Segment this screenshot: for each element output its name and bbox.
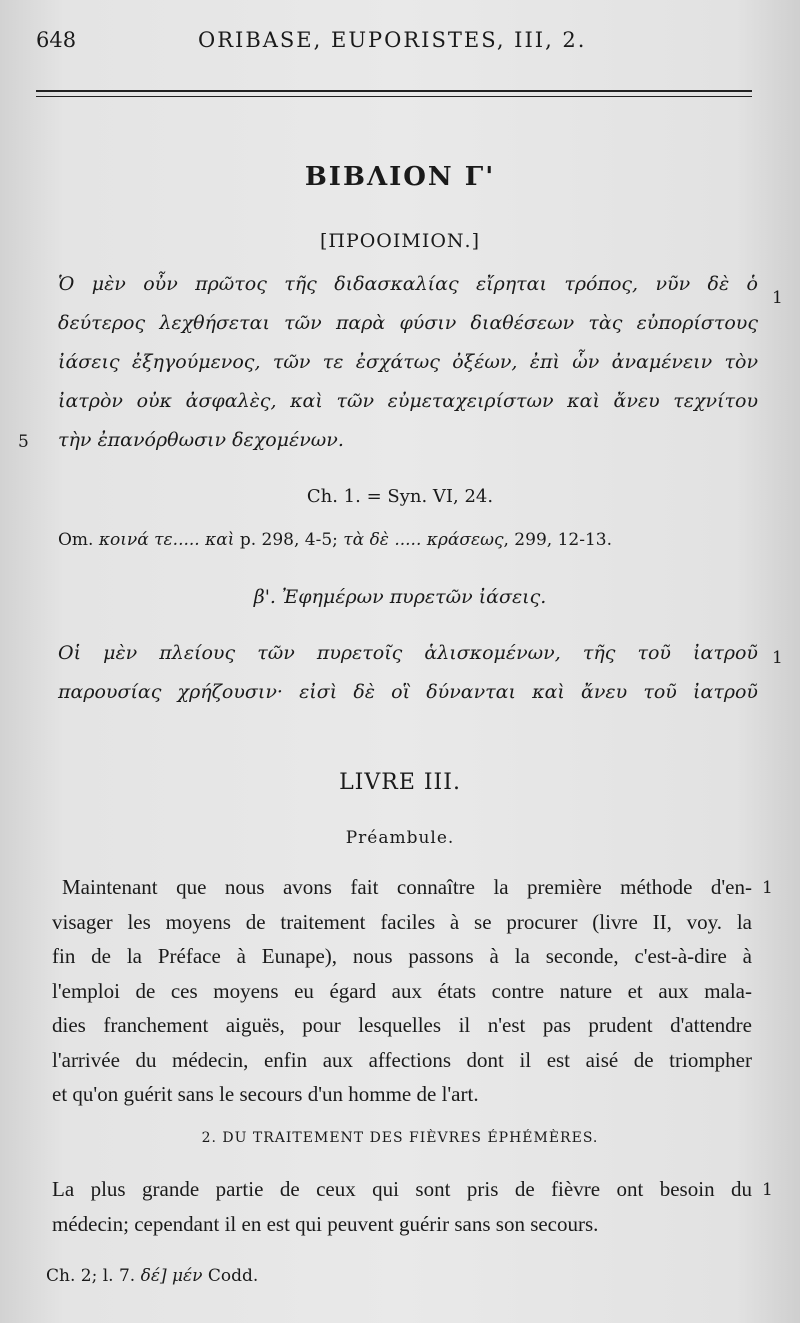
- prooimion-heading: [ΠΡΟΟΙΜΙΟΝ.]: [319, 230, 481, 252]
- french-preamble-line: Maintenant que nous avons fait connaître la première méthode d'en-: [62, 875, 752, 899]
- page-header: [0, 26, 800, 58]
- greek-preface-line: ἰάσεις ἐξηγούμενος, τῶν τε ἐσχάτως ὀξέων, ἐπὶ ὧν ἀναμένειν τὸν: [58, 351, 758, 373]
- greek-chapter-heading: β'. Ἐφημέρων πυρετῶν ἰάσεις.: [253, 586, 547, 608]
- french-preamble-line: l'arrivée du médecin, enfin aux affections dont il est aisé de triompher: [52, 1047, 752, 1072]
- omission-prefix: Om.: [58, 530, 94, 550]
- livre-heading: LIVRE III.: [339, 770, 461, 795]
- header-rule-thin: [36, 96, 752, 97]
- footnote-source: Codd.: [207, 1266, 259, 1286]
- footnote: [46, 1266, 258, 1286]
- header-rule: [36, 90, 752, 92]
- omission-ref: , 299, 12-13.: [503, 530, 612, 550]
- french-preamble: [52, 870, 752, 1112]
- omission-greek: κοινά τε.....: [98, 530, 200, 550]
- french-chapter: [52, 1172, 752, 1241]
- running-head: ORIBASE, EUPORISTES, III, 2.: [198, 28, 587, 52]
- french-chapter-line: médecin; cependant il en est qui peuvent guérir sans son secours.: [52, 1211, 599, 1236]
- omission-greek: καὶ: [205, 530, 235, 550]
- section-heading: 2. DU TRAITEMENT DES FIÈVRES ÉPHÉMÈRES.: [201, 1130, 599, 1146]
- book-title: ΒΙΒΛΙΟΝ Γ': [304, 162, 496, 192]
- line-number: 5: [18, 432, 29, 452]
- greek-preface-line: τὴν ἐπανόρθωσιν δεχομένων.: [58, 429, 344, 451]
- greek-preface-line: δεύτερος λεχθήσεται τῶν παρὰ φύσιν διαθέσεων τὰς εὐπορίστους: [58, 312, 758, 334]
- french-chapter-line: La plus grande partie de ceux qui sont pris de fièvre ont besoin du: [52, 1177, 752, 1201]
- greek-preface: [58, 265, 758, 460]
- margin-number: 1: [762, 1180, 773, 1200]
- footnote-lemma: δέ]: [140, 1266, 167, 1286]
- chapter-reference: Ch. 1. = Syn. VI, 24.: [306, 486, 494, 507]
- french-preamble-line: l'emploi de ces moyens eu égard aux états contre nature et aux mala-: [52, 978, 752, 1003]
- margin-number: 1: [772, 288, 783, 308]
- french-preamble-line: dies franchement aiguës, pour lesquelles il n'est pas prudent d'attendre: [52, 1013, 752, 1037]
- margin-number: 1: [772, 648, 783, 668]
- omission-ref: p. 298, 4-5;: [239, 530, 338, 550]
- french-preamble-line: et qu'on guérit sans le secours d'un homme de l'art.: [52, 1082, 479, 1106]
- footnote-ref: Ch. 2; l. 7.: [46, 1266, 136, 1286]
- margin-number: 1: [762, 878, 773, 898]
- greek-chapter: [58, 634, 758, 712]
- footnote-reading: μέν: [172, 1266, 203, 1286]
- preambule-heading: Préambule.: [345, 828, 455, 848]
- french-preamble-line: fin de la Préface à Eunape), nous passons à la seconde, c'est-à-dire à: [52, 944, 752, 968]
- page-number: 648: [36, 28, 77, 52]
- french-preamble-line: visager les moyens de traitement faciles à se procurer (livre II, voy. la: [52, 909, 752, 934]
- omission-note: [58, 530, 612, 550]
- greek-chapter-line: Οἱ μὲν πλείους τῶν πυρετοῖς ἁλισκομένων, τῆς τοῦ ἰατροῦ: [58, 642, 758, 664]
- omission-greek: τὰ δὲ ..... κράσεως: [343, 530, 504, 550]
- greek-preface-line: ἰατρὸν οὐκ ἀσφαλὲς, καὶ τῶν εὐμεταχειρίστων καὶ ἄνευ τεχνίτου: [58, 390, 758, 412]
- greek-preface-line: Ὁ μὲν οὖν πρῶτος τῆς διδασκαλίας εἴρηται τρόπος, νῦν δὲ ὁ: [58, 273, 758, 295]
- greek-chapter-line: παρουσίας χρήζουσιν· εἰσὶ δὲ οἳ δύνανται καὶ ἄνευ τοῦ ἰατροῦ: [58, 681, 758, 703]
